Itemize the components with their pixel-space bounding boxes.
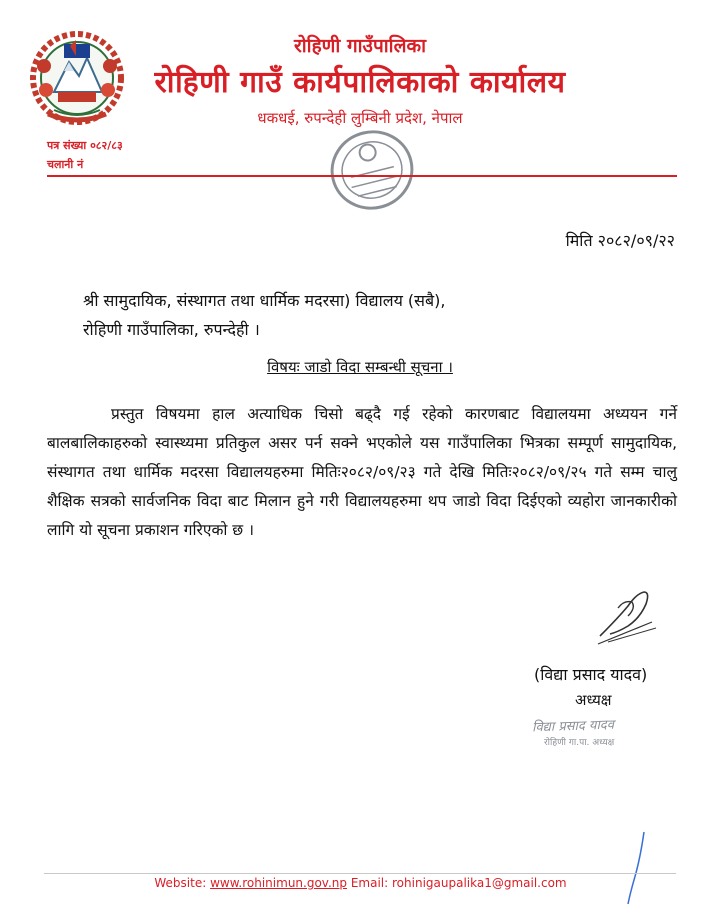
footer-contact [0,876,721,890]
name-stamp: विद्या प्रसाद यादव [531,717,615,736]
letter-body: प्रस्तुत विषयमा हाल अत्याधिक चिसो बढ्दै गई रहेको कारणबाट विद्यालयमा अध्ययन गर्ने बालबालिकाहरुको स्वास्थ्यमा प्रतिकुल असर पर्न सक्ने भएकोले यस गाउँपालिका भित्रका सम्पूर्ण सामुदायिक, संस्थागत तथा धार्मिक मदरसा विद्यालयहरुमा मितिः२०८२/०९/२३ गते देखि मितिः२०८२/०९/२५ गते सम्म चालु शैक्षिक सत्रको सार्वजनिक विदा बाट मिलान हुने गरी विद्यालयहरुमा थप जाडो विदा दिईएको व्यहोरा जानकारीको लागि यो सूचना प्रकाशन गरिएको छ । [47,405,678,539]
pen-stroke-icon [624,830,648,906]
header-divider [47,175,677,177]
footer-divider [44,873,676,874]
website-label: Website: [154,876,207,890]
office-title: रोहिणी गाउँ कार्यपालिकाको कार्यालय [154,65,566,100]
municipality-name: रोहिणी गाउँपालिका [293,35,427,57]
website-link[interactable]: www.rohinimun.gov.np [210,876,348,890]
signatory-name: (विद्या प्रसाद यादव) [534,665,648,684]
recipient-line-1: श्री सामुदायिक, संस्थागत तथा धार्मिक मदरसा) विद्यालय (सबै), [83,291,446,310]
municipality-emblem-icon [24,26,130,126]
signature-icon [588,578,660,648]
letter-date: मिति २०८२/०९/२२ [565,231,675,250]
name-stamp-subtitle: रोहिणी गा.पा. अध्यक्ष [544,738,615,748]
subject-text: विषयः जाडो विदा सम्बन्धी सूचना । [267,358,453,376]
recipient-line-2: रोहिणी गाउँपालिका, रुपन्देही । [83,320,260,339]
office-stamp-icon [322,122,422,218]
signatory-title: अध्यक्ष [575,691,612,709]
letter-subject [120,357,600,377]
reference-number: पत्र संख्या ०८२/८३ [47,139,123,152]
email-address[interactable]: rohinigaupalika1@gmail.com [392,876,567,890]
office-address: धकधई, रुपन्देही लुम्बिनी प्रदेश, नेपाल [257,109,463,127]
dispatch-number: चलानी नं [47,158,84,171]
email-label: Email: [350,876,389,890]
